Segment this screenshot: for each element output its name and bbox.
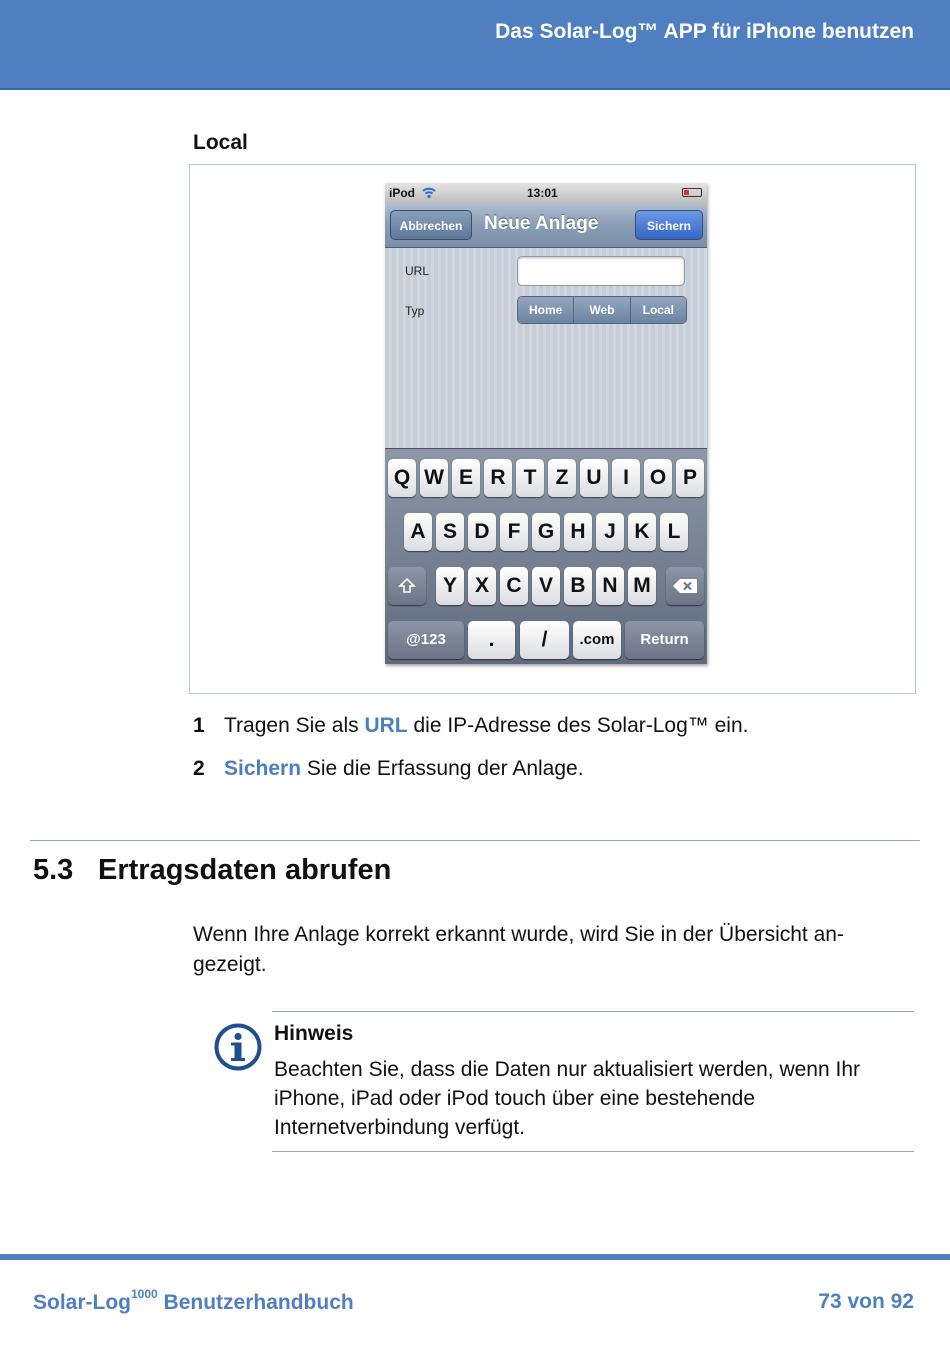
key-s[interactable]: S — [436, 513, 464, 551]
footer-product-superscript: 1000 — [131, 1287, 158, 1301]
dot-key[interactable]: . — [468, 621, 515, 659]
backspace-key[interactable] — [666, 567, 704, 605]
key-i[interactable]: I — [612, 459, 640, 497]
carrier-label: iPod — [389, 186, 415, 200]
status-time: 13:01 — [527, 186, 558, 200]
key-k[interactable]: K — [628, 513, 656, 551]
step-text-post: Sie die Erfassung der Anlage. — [301, 757, 584, 780]
dotcom-key[interactable]: .com — [573, 621, 621, 659]
key-t[interactable]: T — [516, 459, 544, 497]
section-divider — [30, 840, 920, 841]
segment-web[interactable]: Web — [574, 297, 630, 323]
backspace-icon — [672, 578, 698, 594]
slash-key[interactable]: / — [520, 621, 569, 659]
page-number: 73 von 92 — [818, 1290, 914, 1313]
footer-product — [33, 1287, 354, 1315]
key-m[interactable]: M — [628, 567, 656, 605]
key-x[interactable]: X — [468, 567, 496, 605]
numbers-key[interactable]: @123 — [388, 621, 464, 659]
step-text-post: die IP-Adresse des Solar-Log™ ein. — [407, 714, 749, 737]
note-text: Beachten Sie, dass die Daten nur aktualisiert werden, wenn Ihr iPhone, iPad oder iPod touch über eine bestehende Internetverbindung verfügt. — [274, 1058, 861, 1139]
step-number: 2 — [193, 757, 205, 780]
key-u[interactable]: U — [580, 459, 608, 497]
navigation-bar — [385, 203, 707, 248]
key-a[interactable]: A — [404, 513, 432, 551]
note-title: Hinweis — [274, 1022, 354, 1045]
key-j[interactable]: J — [596, 513, 624, 551]
segment-home[interactable]: Home — [518, 297, 574, 323]
key-p[interactable]: P — [676, 459, 704, 497]
key-h[interactable]: H — [564, 513, 592, 551]
step-number: 1 — [193, 714, 205, 737]
step-text — [224, 714, 748, 738]
type-segmented-control — [517, 296, 687, 324]
key-c[interactable]: C — [500, 567, 528, 605]
key-r[interactable]: R — [484, 459, 512, 497]
footer-manual-label: Benutzerhandbuch — [157, 1291, 354, 1314]
note-top-divider — [272, 1011, 914, 1012]
note-bottom-divider — [272, 1151, 914, 1152]
battery-icon — [682, 188, 702, 197]
key-b[interactable]: B — [564, 567, 592, 605]
step-highlight: Sichern — [224, 757, 302, 780]
return-key[interactable]: Return — [625, 621, 704, 659]
phone-screenshot — [385, 183, 707, 664]
footer-product-name: Solar-Log — [33, 1291, 131, 1314]
section-number: 5.3 — [33, 854, 74, 886]
key-v[interactable]: V — [532, 567, 560, 605]
section-title: Ertragsdaten abrufen — [98, 854, 392, 886]
shift-icon — [398, 577, 416, 595]
key-n[interactable]: N — [596, 567, 624, 605]
key-z[interactable]: Z — [548, 459, 576, 497]
key-f[interactable]: F — [500, 513, 528, 551]
shift-key[interactable] — [388, 567, 426, 605]
keyboard — [385, 448, 707, 664]
info-icon — [214, 1023, 262, 1071]
type-label: Typ — [405, 304, 425, 318]
key-w[interactable]: W — [420, 459, 448, 497]
figure-caption: Local — [193, 131, 248, 154]
step-highlight: URL — [364, 714, 408, 737]
key-q[interactable]: Q — [388, 459, 416, 497]
footer-divider — [0, 1254, 950, 1260]
form-area — [385, 248, 707, 448]
key-y[interactable]: Y — [436, 567, 464, 605]
save-button[interactable]: Sichern — [635, 210, 703, 240]
url-label: URL — [405, 264, 430, 278]
key-o[interactable]: O — [644, 459, 672, 497]
status-bar — [385, 183, 707, 203]
step-text — [224, 757, 584, 781]
wifi-icon — [421, 184, 437, 200]
url-input[interactable] — [517, 256, 685, 286]
header-title: Das Solar-Log™ APP für iPhone benutzen — [495, 20, 914, 43]
cancel-button[interactable]: Abbrechen — [390, 210, 472, 240]
header-band — [0, 0, 950, 90]
step-text-pre: Tragen Sie als — [224, 714, 365, 737]
key-g[interactable]: G — [532, 513, 560, 551]
nav-title: Neue Anlage — [484, 213, 599, 234]
key-e[interactable]: E — [452, 459, 480, 497]
key-d[interactable]: D — [468, 513, 496, 551]
segment-local[interactable]: Local — [631, 297, 686, 323]
body-paragraph: Wenn Ihre Anlage korrekt erkannt wurde, wird Sie in der Übersicht an-gezeigt. — [193, 923, 844, 976]
key-l[interactable]: L — [660, 513, 688, 551]
